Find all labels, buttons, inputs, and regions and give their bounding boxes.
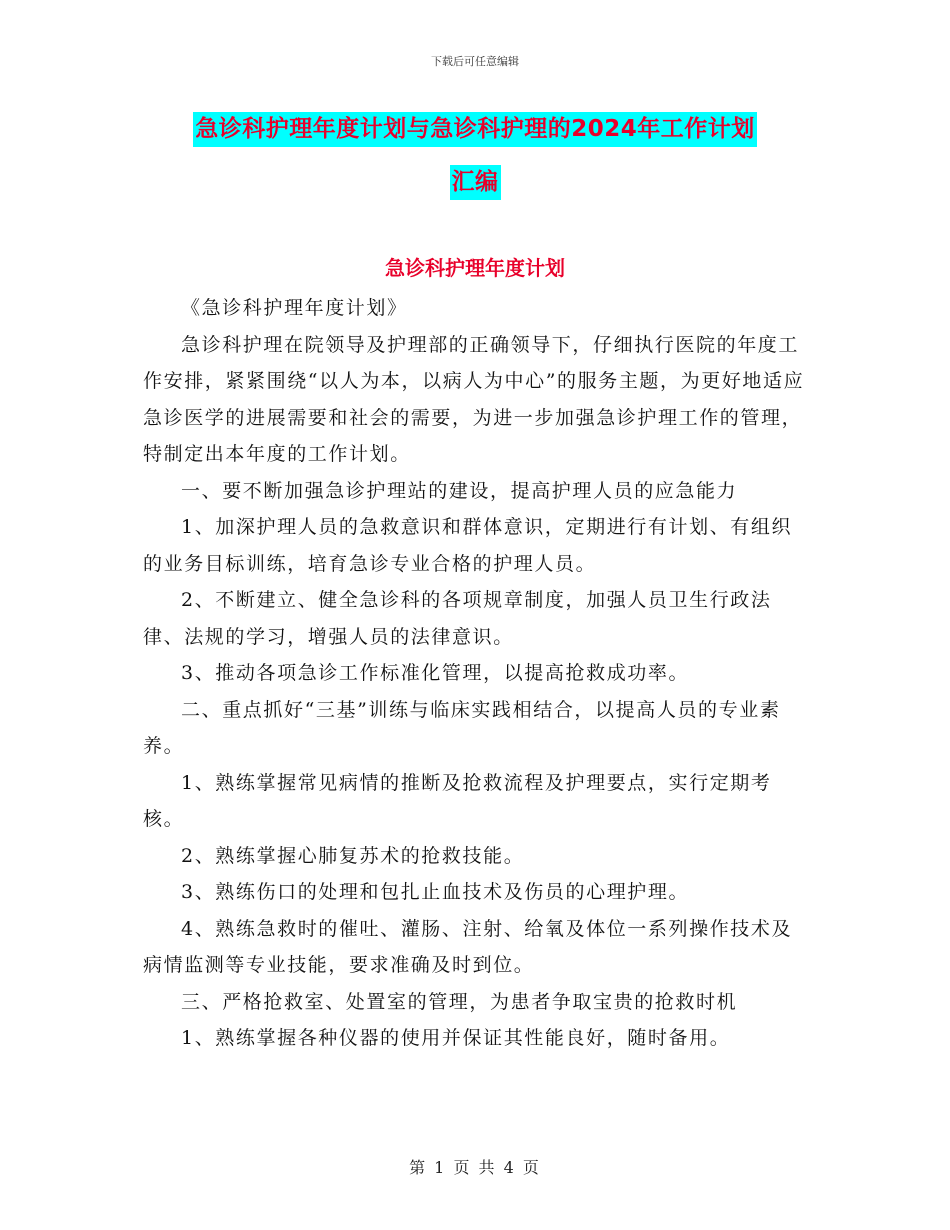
paragraph: 1、熟练掌握常见病情的推断及抢救流程及护理要点，实行定期考核。	[143, 771, 772, 830]
paragraph: 2、不断建立、健全急诊科的各项规章制度，加强人员卫生行政法律、法规的学习，增强人员的法律意识。	[143, 589, 772, 648]
paragraph: 二、重点抓好“三基”训练与临床实践相结合，以提高人员的专业素养。	[143, 698, 781, 757]
document-body	[143, 290, 811, 1057]
paragraph: 三、严格抢救室、处置室的管理，为患者争取宝贵的抢救时机	[181, 990, 738, 1013]
paragraph: 3、推动各项急诊工作标准化管理，以提高抢救成功率。	[181, 662, 690, 684]
paragraph: 3、熟练伤口的处理和包扎止血技术及伤员的心理护理。	[181, 881, 690, 903]
title-line-1: 急诊科护理年度计划与急诊科护理的2024年工作计划	[193, 112, 757, 147]
paragraph: 急诊科护理在院领导及护理部的正确领导下，仔细执行医院的年度工作安排，紧紧围绕“以人为本，以病人为中心”的服务主题，为更好地适应急诊医学的进展需要和社会的需要，为进一步加强急诊护理工作的管理，特制定出本年度的工作计划。	[143, 333, 805, 465]
section-title: 急诊科护理年度计划	[385, 256, 565, 280]
header-note: 下载后可任意编辑	[431, 55, 519, 68]
page-footer: 第 1 页 共 4 页	[409, 1158, 541, 1177]
paragraph: 《急诊科护理年度计划》	[181, 297, 408, 319]
document-title	[0, 112, 950, 200]
paragraph: 1、加深护理人员的急救意识和群体意识，定期进行有计划、有组织的业务目标训练，培育急诊专业合格的护理人员。	[143, 516, 793, 575]
title-line-2: 汇编	[450, 165, 501, 200]
paragraph: 2、熟练掌握心肺复苏术的抢救技能。	[181, 844, 525, 867]
paragraph: 1、熟练掌握各种仪器的使用并保证其性能良好，随时备用。	[181, 1027, 731, 1049]
paragraph: 一、要不断加强急诊护理站的建设，提高护理人员的应急能力	[181, 479, 738, 502]
paragraph: 4、熟练急救时的催吐、灌肠、注射、给氧及体位一系列操作技术及病情监测等专业技能，要求准确及时到位。	[143, 917, 793, 976]
